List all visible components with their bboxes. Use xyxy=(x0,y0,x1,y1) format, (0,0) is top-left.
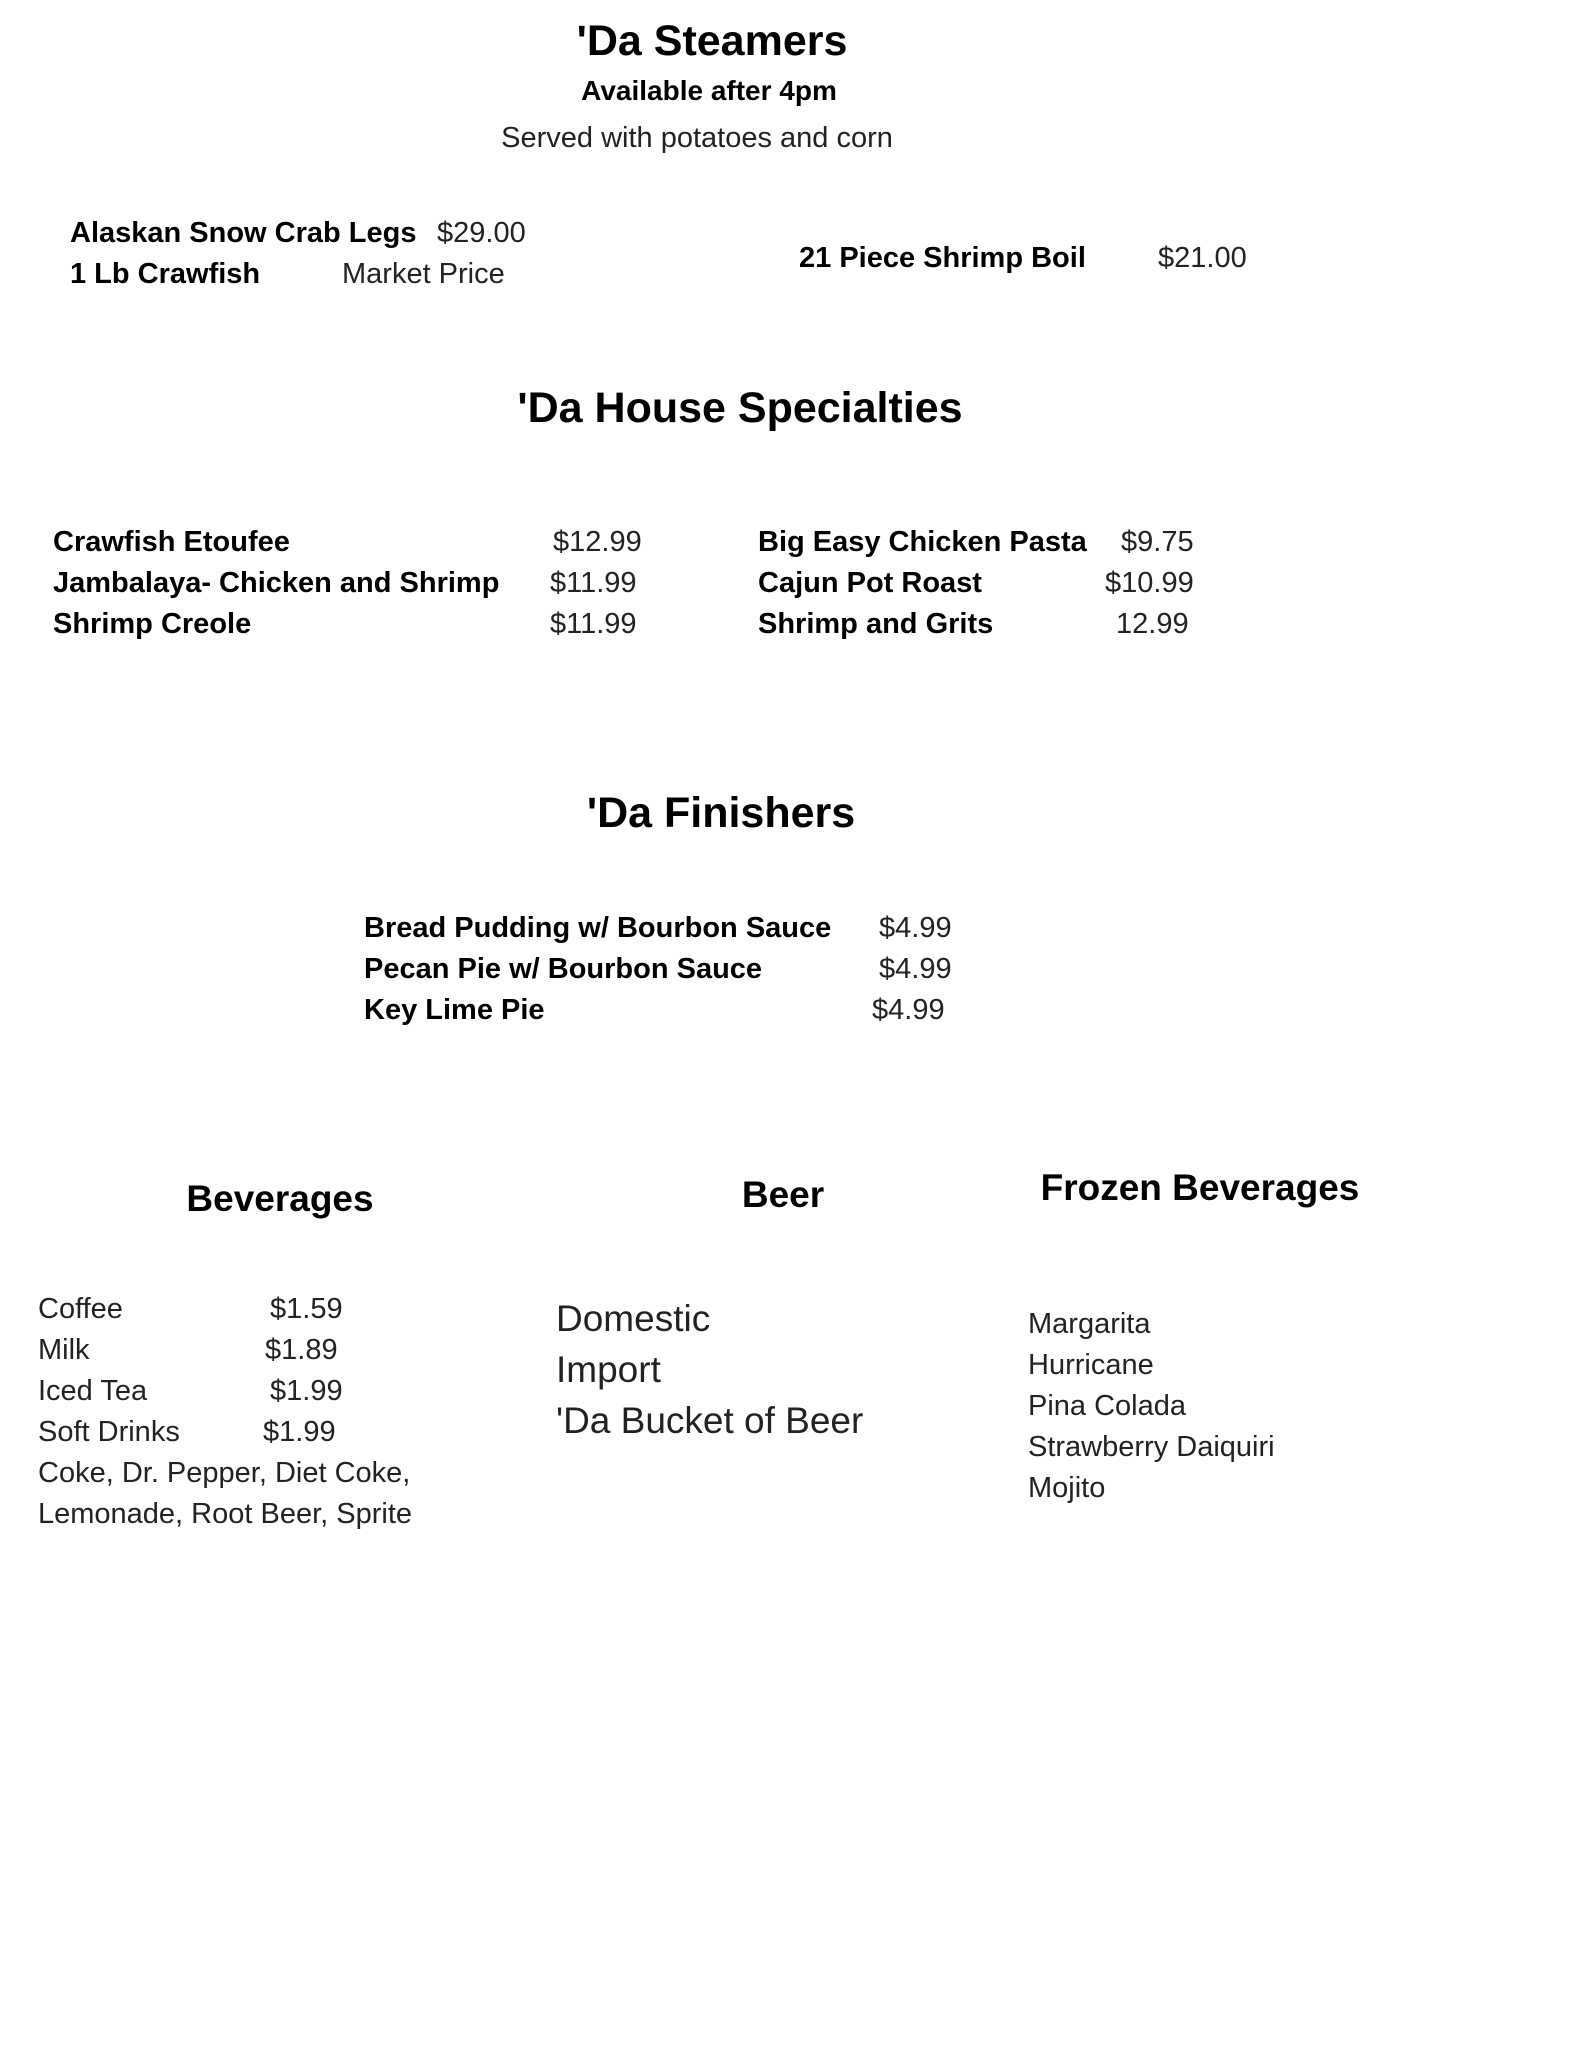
house-price-pot-roast: $10.99 xyxy=(1105,567,1194,599)
beer-item-bucket: 'Da Bucket of Beer xyxy=(556,1400,864,1441)
steamers-price-shrimp-boil: $21.00 xyxy=(1158,242,1247,274)
steamers-price-crab-legs: $29.00 xyxy=(437,217,526,249)
house-price-crawfish-etoufee: $12.99 xyxy=(553,526,642,558)
finishers-item-bread-pudding: Bread Pudding w/ Bourbon Sauce xyxy=(364,912,832,944)
house-item-chicken-pasta: Big Easy Chicken Pasta xyxy=(758,526,1087,558)
finishers-price-key-lime-pie: $4.99 xyxy=(872,994,945,1026)
beer-title: Beer xyxy=(741,1174,825,1215)
finishers-price-bread-pudding: $4.99 xyxy=(879,912,952,944)
steamers-item-shrimp-boil: 21 Piece Shrimp Boil xyxy=(799,242,1086,274)
beverages-soft-drinks-list-line2: Lemonade, Root Beer, Sprite xyxy=(38,1498,413,1530)
steamers-title: 'Da Steamers xyxy=(576,17,848,65)
finishers-item-pecan-pie: Pecan Pie w/ Bourbon Sauce xyxy=(364,953,763,985)
steamers-price-crawfish: Market Price xyxy=(342,258,505,290)
house-item-pot-roast: Cajun Pot Roast xyxy=(758,567,982,599)
frozen-item-hurricane: Hurricane xyxy=(1028,1349,1154,1381)
steamers-served-with: Served with potatoes and corn xyxy=(501,122,893,154)
beverages-price-coffee: $1.59 xyxy=(270,1293,343,1325)
frozen-item-mojito: Mojito xyxy=(1028,1472,1106,1504)
beverages-title: Beverages xyxy=(186,1178,374,1219)
beverages-item-iced-tea: Iced Tea xyxy=(38,1375,148,1407)
house-price-jambalaya: $11.99 xyxy=(550,567,637,599)
beverages-item-coffee: Coffee xyxy=(38,1293,123,1325)
house-price-shrimp-grits: 12.99 xyxy=(1116,608,1189,640)
beverages-soft-drinks-list-line1: Coke, Dr. Pepper, Diet Coke, xyxy=(38,1457,411,1489)
steamers-availability: Available after 4pm xyxy=(581,75,837,106)
house-price-shrimp-creole: $11.99 xyxy=(550,608,637,640)
beer-item-domestic: Domestic xyxy=(556,1298,711,1339)
house-price-chicken-pasta: $9.75 xyxy=(1121,526,1194,558)
finishers-title: 'Da Finishers xyxy=(586,789,856,837)
beverages-item-milk: Milk xyxy=(38,1334,90,1366)
beverages-price-iced-tea: $1.99 xyxy=(270,1375,343,1407)
beverages-item-soft-drinks: Soft Drinks xyxy=(38,1416,180,1448)
beer-item-import: Import xyxy=(556,1349,661,1390)
house-item-shrimp-creole: Shrimp Creole xyxy=(53,608,252,640)
house-item-crawfish-etoufee: Crawfish Etoufee xyxy=(53,526,290,558)
finishers-item-key-lime-pie: Key Lime Pie xyxy=(364,994,545,1026)
finishers-price-pecan-pie: $4.99 xyxy=(879,953,952,985)
frozen-item-margarita: Margarita xyxy=(1028,1308,1151,1340)
frozen-item-strawberry-daiquiri: Strawberry Daiquiri xyxy=(1028,1431,1275,1463)
house-item-shrimp-grits: Shrimp and Grits xyxy=(758,608,994,640)
frozen-item-pina-colada: Pina Colada xyxy=(1028,1390,1186,1422)
frozen-beverages-title: Frozen Beverages xyxy=(1040,1167,1360,1208)
steamers-item-crawfish: 1 Lb Crawfish xyxy=(70,258,261,290)
steamers-item-crab-legs: Alaskan Snow Crab Legs xyxy=(70,217,417,249)
beverages-price-milk: $1.89 xyxy=(265,1334,338,1366)
beverages-price-soft-drinks: $1.99 xyxy=(263,1416,336,1448)
house-specialties-title: 'Da House Specialties xyxy=(517,384,963,432)
house-item-jambalaya: Jambalaya- Chicken and Shrimp xyxy=(53,567,500,599)
